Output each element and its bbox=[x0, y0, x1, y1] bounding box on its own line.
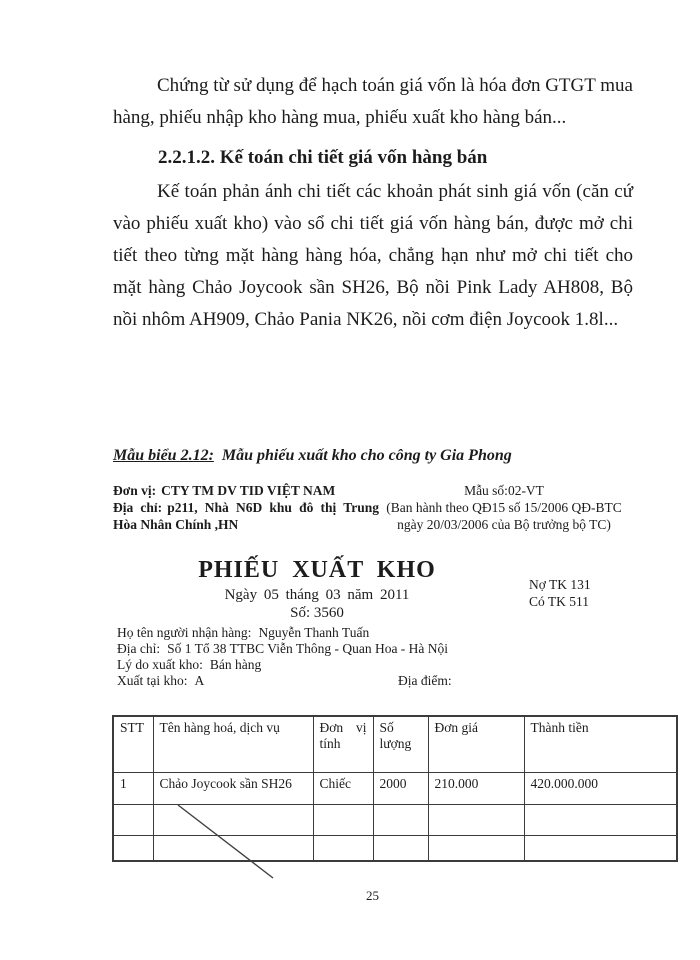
figure-caption bbox=[113, 447, 512, 465]
company-unit-line bbox=[113, 482, 379, 499]
col-header-unit-price: Đơn giá bbox=[428, 716, 524, 772]
debit-account: Nợ TK 131 bbox=[529, 577, 591, 592]
company-address-line bbox=[113, 499, 379, 533]
recipient-address-value: Số 1 Tổ 38 TTBC Viễn Thông - Quan Hoa - Hà Nội bbox=[167, 641, 449, 656]
recipient-info-block bbox=[117, 625, 657, 689]
figure-caption-text: Mẫu phiếu xuất kho cho công ty Gia Phong bbox=[221, 447, 512, 464]
col-header-quantity: Số lượng bbox=[373, 716, 428, 772]
section-heading: 2.2.1.2. Kế toán chi tiết giá vốn hàng bán bbox=[158, 147, 488, 168]
recipient-name-value: Nguyễn Thanh Tuấn bbox=[258, 625, 370, 640]
company-address-value: p211, Nhà N6D khu đô thị Trung Hòa Nhân Chính ,HN bbox=[113, 500, 379, 532]
cancellation-strike-line bbox=[170, 800, 282, 886]
export-reason-label: Lý do xuất kho: bbox=[117, 657, 203, 672]
page-number: 25 bbox=[366, 888, 379, 903]
cell-unit: Chiếc bbox=[313, 772, 373, 804]
paragraph-1: Chứng từ sử dụng để hạch toán giá vốn là hóa đơn GTGT mua hàng, phiếu nhập kho hàng mua, phiếu xuất kho hàng bán... bbox=[113, 75, 633, 128]
company-info-block bbox=[113, 482, 379, 533]
cell-item: Chảo Joycook sần SH26 bbox=[153, 772, 313, 804]
voucher-title: PHIẾU XUẤT KHO bbox=[198, 557, 436, 583]
location-label: Địa điểm: bbox=[398, 673, 452, 688]
company-address-label: Địa chỉ: bbox=[113, 500, 163, 515]
col-header-amount: Thành tiền bbox=[524, 716, 677, 772]
table-header-row bbox=[113, 716, 677, 772]
figure-caption-label: Mẫu biểu 2.12: bbox=[113, 447, 214, 464]
recipient-name-label: Họ tên người nhận hàng: bbox=[117, 625, 252, 640]
voucher-number: Số: 3560 bbox=[290, 605, 344, 621]
thesis-text-block bbox=[113, 70, 633, 336]
form-issued-under: (Ban hành theo QĐ15 số 15/2006 QĐ-BTC ngày 20/03/2006 của Bộ trưởng bộ TC) bbox=[386, 500, 622, 532]
recipient-address-line bbox=[117, 641, 657, 657]
recipient-name-line bbox=[117, 625, 657, 641]
voucher-title-block bbox=[113, 558, 521, 622]
warehouse-value: A bbox=[194, 673, 205, 688]
col-header-item: Tên hàng hoá, dịch vụ bbox=[153, 716, 313, 772]
export-reason-value: Bán hàng bbox=[209, 657, 262, 672]
form-number-block bbox=[380, 482, 628, 533]
warehouse-line bbox=[117, 673, 657, 689]
warehouse-label: Xuất tại kho: bbox=[117, 673, 188, 688]
cell-unit-price: 210.000 bbox=[428, 772, 524, 804]
recipient-address-label: Địa chỉ: bbox=[117, 641, 161, 656]
voucher-date: Ngày 05 tháng 03 năm 2011 bbox=[224, 587, 410, 603]
col-header-stt: STT bbox=[113, 716, 153, 772]
cell-amount: 420.000.000 bbox=[524, 772, 677, 804]
company-unit-label: Đơn vị: bbox=[113, 483, 157, 498]
cell-quantity: 2000 bbox=[373, 772, 428, 804]
cell-stt: 1 bbox=[113, 772, 153, 804]
credit-account: Có TK 511 bbox=[529, 594, 590, 609]
paragraph-2: Kế toán phản ánh chi tiết các khoản phát sinh giá vốn (căn cứ vào phiếu xuất kho) vào sổ chi tiết giá vốn hàng bán, được mở chi tiết theo từng mặt hàng hàng hóa, chẳng hạn như mở chi tiết cho mặt hàng Chảo Joycook sần SH26, Bộ nồi Pink Lady AH808, Bộ nồi nhôm AH909, Chảo Pania NK26, nồi cơm điện Joycook 1.8l... bbox=[113, 181, 633, 330]
export-reason-line bbox=[117, 657, 657, 673]
col-header-unit: Đơn vị tính bbox=[313, 716, 373, 772]
form-number: Mẫu số:02-VT bbox=[464, 483, 544, 498]
company-unit-name: CTY TM DV TID VIỆT NAM bbox=[161, 483, 336, 498]
accounts-block bbox=[529, 576, 591, 610]
